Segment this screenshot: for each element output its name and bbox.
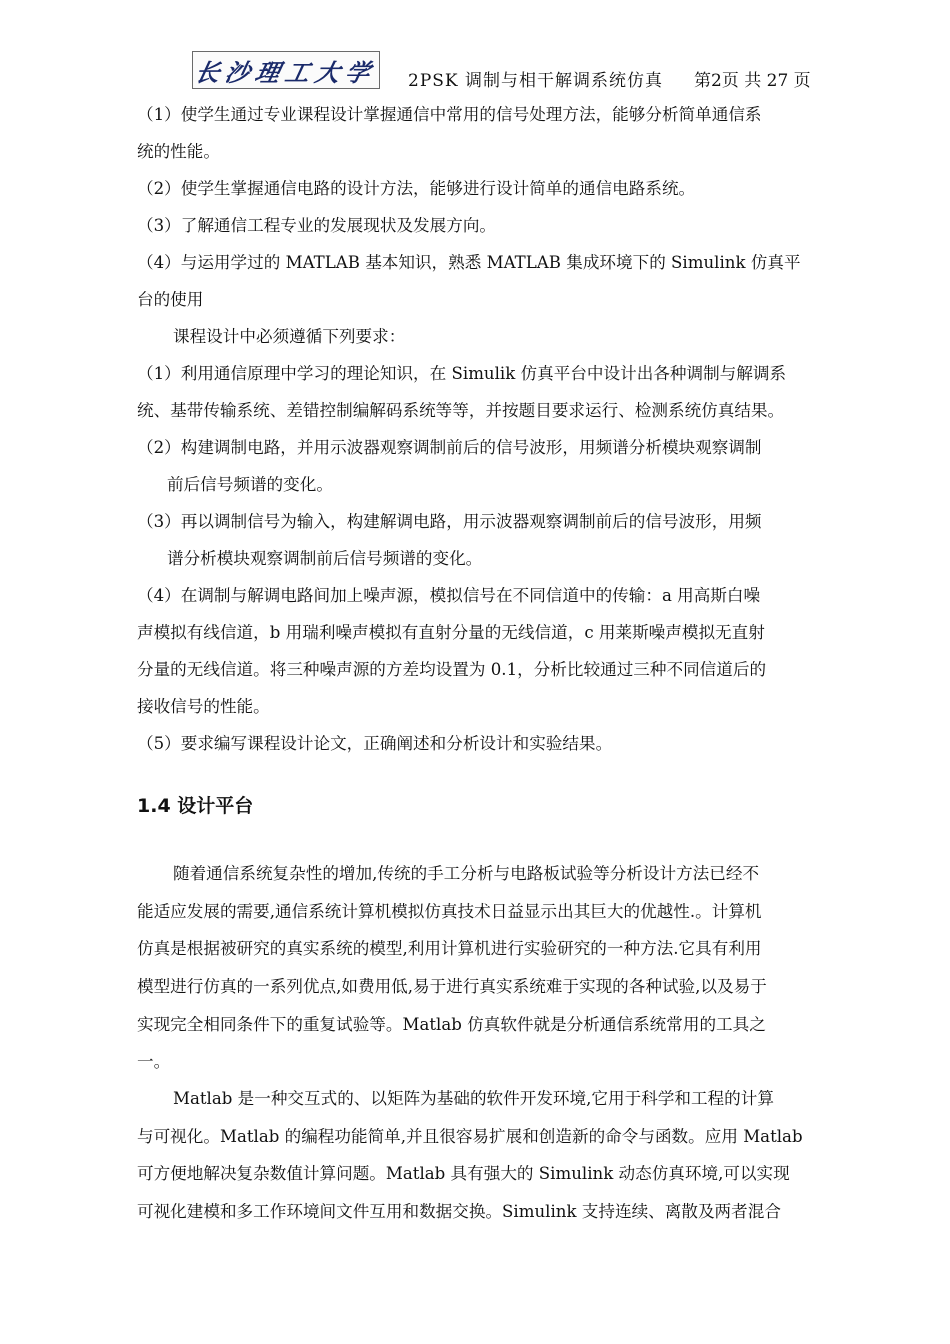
text-line: 分量的无线信道。将三种噪声源的方差均设置为 0.1，分析比较通过三种不同信道后的	[137, 660, 767, 679]
requirements-section	[137, 96, 859, 762]
text-line: 台的使用	[137, 290, 204, 309]
text-line: 统的性能。	[137, 142, 220, 161]
text-line: （4）在调制与解调电路间加上噪声源，模拟信号在不同信道中的传输：a 用高斯白噪	[137, 586, 761, 605]
text-line: 仿真是根据被研究的真实系统的模型,利用计算机进行实验研究的一种方法.它具有利用	[137, 939, 762, 959]
section-heading: 1.4 设计平台	[137, 795, 254, 817]
text-line: 与可视化。Matlab 的编程功能简单,并且很容易扩展和创造新的命令与函数。应用 Matlab	[137, 1126, 803, 1146]
text-line: 谱分析模块观察调制前后信号频谱的变化。	[167, 549, 483, 568]
text-line: 可视化建模和多工作环境间文件互用和数据交换。Simulink 支持连续、离散及两者混合	[137, 1202, 781, 1222]
text-line: 一。	[137, 1052, 171, 1072]
text-line: （5）要求编写课程设计论文，正确阐述和分析设计和实验结果。	[137, 734, 613, 753]
text-line: 模型进行仿真的一系列优点,如费用低,易于进行真实系统难于实现的各种试验,以及易于	[137, 977, 767, 997]
text-line: 课程设计中必须遵循下列要求：	[173, 327, 406, 346]
text-line: （1）使学生通过专业课程设计掌握通信中常用的信号处理方法，能够分析简单通信系	[137, 105, 762, 124]
text-line: （2）使学生掌握通信电路的设计方法，能够进行设计简单的通信电路系统。	[137, 179, 696, 198]
text-line: Matlab 是一种交互式的、以矩阵为基础的软件开发环境,它用于科学和工程的计算	[173, 1089, 774, 1108]
text-line: 接收信号的性能。	[137, 697, 270, 716]
text-line: （3）再以调制信号为输入，构建解调电路，用示波器观察调制前后的信号波形，用频	[137, 512, 762, 531]
text-line: 实现完全相同条件下的重复试验等。Matlab 仿真软件就是分析通信系统常用的工具之	[137, 1014, 766, 1034]
university-logo-text: 长沙理工大学	[192, 57, 379, 87]
text-line: （3）了解通信工程专业的发展现状及发展方向。	[137, 216, 497, 235]
text-line: 随着通信系统复杂性的增加,传统的手工分析与电路板试验等分析设计方法已经不	[173, 864, 760, 883]
text-line: 统、基带传输系统、差错控制编解码系统等等，并按题目要求运行、检测系统仿真结果。	[137, 401, 785, 420]
university-logo	[192, 51, 380, 89]
text-line: 能适应发展的需要,通信系统计算机模拟仿真技术日益显示出其巨大的优越性.。计算机	[137, 901, 762, 921]
text-line: 可方便地解决复杂数值计算问题。Matlab 具有强大的 Simulink 动态仿真环境,可以实现	[137, 1164, 790, 1184]
text-line: （1）利用通信原理中学习的理论知识，在 Simulik 仿真平台中设计出各种调制与解调系	[137, 364, 787, 383]
text-line: （2）构建调制电路，并用示波器观察调制前后的信号波形，用频谱分析模块观察调制	[137, 438, 762, 457]
platform-paragraph-2	[137, 1080, 859, 1231]
platform-paragraph-1	[137, 855, 859, 1081]
text-line: （4）与运用学过的 MATLAB 基本知识，熟悉 MATLAB 集成环境下的 Simulink 仿真平	[137, 253, 801, 272]
text-line: 前后信号频谱的变化。	[167, 475, 333, 494]
page-number: 第2页 共 27 页	[694, 71, 811, 91]
text-line: 声模拟有线信道，b 用瑞利噪声模拟有直射分量的无线信道，c 用莱斯噪声模拟无直射	[137, 623, 765, 642]
document-title: 2PSK 调制与相干解调系统仿真	[408, 71, 664, 91]
